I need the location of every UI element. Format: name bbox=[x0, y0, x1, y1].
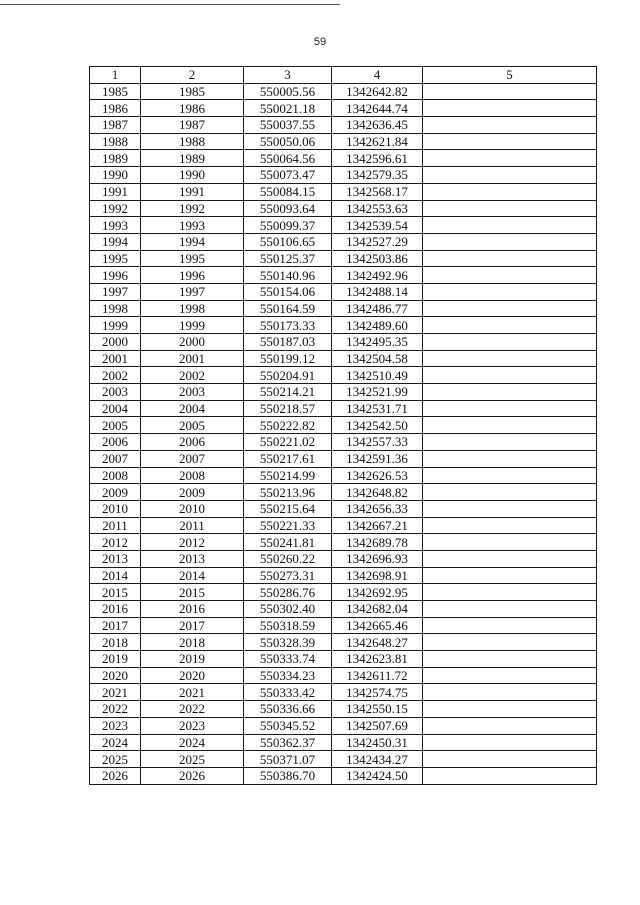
note-cell bbox=[423, 317, 597, 334]
y-coordinate-cell: 1342495.35 bbox=[332, 334, 423, 351]
y-coordinate-cell: 1342689.78 bbox=[332, 534, 423, 551]
point-number-cell: 2024 bbox=[90, 734, 141, 751]
point-number-cell: 2016 bbox=[90, 601, 141, 618]
x-coordinate-cell: 550021.18 bbox=[244, 100, 332, 117]
y-coordinate-cell: 1342623.81 bbox=[332, 651, 423, 668]
table-row bbox=[90, 233, 597, 250]
point-number-cell: 1991 bbox=[90, 183, 141, 200]
y-coordinate-cell: 1342503.86 bbox=[332, 250, 423, 267]
table-row bbox=[90, 183, 597, 200]
point-id-cell: 1989 bbox=[141, 150, 244, 167]
note-cell bbox=[423, 250, 597, 267]
note-cell bbox=[423, 601, 597, 618]
y-coordinate-cell: 1342488.14 bbox=[332, 283, 423, 300]
point-number-cell: 1989 bbox=[90, 150, 141, 167]
note-cell bbox=[423, 567, 597, 584]
y-coordinate-cell: 1342557.33 bbox=[332, 434, 423, 451]
note-cell bbox=[423, 651, 597, 668]
point-number-cell: 2019 bbox=[90, 651, 141, 668]
note-cell bbox=[423, 434, 597, 451]
y-coordinate-cell: 1342648.82 bbox=[332, 484, 423, 501]
point-id-cell: 2009 bbox=[141, 484, 244, 501]
table-row bbox=[90, 601, 597, 618]
x-coordinate-cell: 550222.82 bbox=[244, 417, 332, 434]
note-cell bbox=[423, 634, 597, 651]
point-id-cell: 1993 bbox=[141, 217, 244, 234]
column-header-1: 1 bbox=[90, 67, 141, 84]
column-header-5: 5 bbox=[423, 67, 597, 84]
point-number-cell: 2007 bbox=[90, 450, 141, 467]
x-coordinate-cell: 550037.55 bbox=[244, 117, 332, 134]
x-coordinate-cell: 550064.56 bbox=[244, 150, 332, 167]
x-coordinate-cell: 550213.96 bbox=[244, 484, 332, 501]
point-id-cell: 2019 bbox=[141, 651, 244, 668]
header-row bbox=[90, 67, 597, 84]
y-coordinate-cell: 1342626.53 bbox=[332, 467, 423, 484]
point-number-cell: 2003 bbox=[90, 384, 141, 401]
point-number-cell: 1988 bbox=[90, 133, 141, 150]
y-coordinate-cell: 1342550.15 bbox=[332, 701, 423, 718]
top-rule bbox=[0, 4, 340, 5]
table-row bbox=[90, 367, 597, 384]
x-coordinate-cell: 550005.56 bbox=[244, 83, 332, 100]
y-coordinate-cell: 1342553.63 bbox=[332, 200, 423, 217]
table-row bbox=[90, 133, 597, 150]
point-id-cell: 2011 bbox=[141, 517, 244, 534]
note-cell bbox=[423, 550, 597, 567]
table-row bbox=[90, 717, 597, 734]
point-id-cell: 2014 bbox=[141, 567, 244, 584]
x-coordinate-cell: 550106.65 bbox=[244, 233, 332, 250]
x-coordinate-cell: 550073.47 bbox=[244, 167, 332, 184]
x-coordinate-cell: 550140.96 bbox=[244, 267, 332, 284]
table-row bbox=[90, 500, 597, 517]
point-number-cell: 2001 bbox=[90, 350, 141, 367]
point-id-cell: 2026 bbox=[141, 767, 244, 784]
y-coordinate-cell: 1342692.95 bbox=[332, 584, 423, 601]
x-coordinate-cell: 550187.03 bbox=[244, 334, 332, 351]
table-row bbox=[90, 300, 597, 317]
y-coordinate-cell: 1342682.04 bbox=[332, 601, 423, 618]
note-cell bbox=[423, 767, 597, 784]
point-id-cell: 2008 bbox=[141, 467, 244, 484]
note-cell bbox=[423, 734, 597, 751]
y-coordinate-cell: 1342510.49 bbox=[332, 367, 423, 384]
point-number-cell: 1998 bbox=[90, 300, 141, 317]
point-id-cell: 1991 bbox=[141, 183, 244, 200]
x-coordinate-cell: 550386.70 bbox=[244, 767, 332, 784]
y-coordinate-cell: 1342656.33 bbox=[332, 500, 423, 517]
note-cell bbox=[423, 267, 597, 284]
table-row bbox=[90, 217, 597, 234]
point-id-cell: 2000 bbox=[141, 334, 244, 351]
point-id-cell: 2013 bbox=[141, 550, 244, 567]
y-coordinate-cell: 1342642.82 bbox=[332, 83, 423, 100]
point-number-cell: 2000 bbox=[90, 334, 141, 351]
x-coordinate-cell: 550084.15 bbox=[244, 183, 332, 200]
point-number-cell: 1999 bbox=[90, 317, 141, 334]
table-row bbox=[90, 450, 597, 467]
point-id-cell: 2010 bbox=[141, 500, 244, 517]
note-cell bbox=[423, 83, 597, 100]
table-row bbox=[90, 567, 597, 584]
point-id-cell: 2022 bbox=[141, 701, 244, 718]
table-row bbox=[90, 617, 597, 634]
note-cell bbox=[423, 217, 597, 234]
point-id-cell: 2006 bbox=[141, 434, 244, 451]
point-id-cell: 2023 bbox=[141, 717, 244, 734]
table-row bbox=[90, 334, 597, 351]
column-header-2: 2 bbox=[141, 67, 244, 84]
note-cell bbox=[423, 450, 597, 467]
point-number-cell: 1990 bbox=[90, 167, 141, 184]
x-coordinate-cell: 550050.06 bbox=[244, 133, 332, 150]
point-id-cell: 2005 bbox=[141, 417, 244, 434]
table-row bbox=[90, 484, 597, 501]
point-id-cell: 2017 bbox=[141, 617, 244, 634]
point-id-cell: 1992 bbox=[141, 200, 244, 217]
y-coordinate-cell: 1342507.69 bbox=[332, 717, 423, 734]
y-coordinate-cell: 1342489.60 bbox=[332, 317, 423, 334]
note-cell bbox=[423, 701, 597, 718]
point-id-cell: 1999 bbox=[141, 317, 244, 334]
table-row bbox=[90, 283, 597, 300]
point-number-cell: 2020 bbox=[90, 667, 141, 684]
point-id-cell: 2003 bbox=[141, 384, 244, 401]
x-coordinate-cell: 550345.52 bbox=[244, 717, 332, 734]
point-id-cell: 2020 bbox=[141, 667, 244, 684]
y-coordinate-cell: 1342579.35 bbox=[332, 167, 423, 184]
x-coordinate-cell: 550214.21 bbox=[244, 384, 332, 401]
y-coordinate-cell: 1342698.91 bbox=[332, 567, 423, 584]
page-number: 59 bbox=[313, 36, 327, 48]
table-row bbox=[90, 150, 597, 167]
y-coordinate-cell: 1342574.75 bbox=[332, 684, 423, 701]
y-coordinate-cell: 1342424.50 bbox=[332, 767, 423, 784]
table-row bbox=[90, 317, 597, 334]
y-coordinate-cell: 1342644.74 bbox=[332, 100, 423, 117]
x-coordinate-cell: 550333.42 bbox=[244, 684, 332, 701]
point-id-cell: 2015 bbox=[141, 584, 244, 601]
table-row bbox=[90, 400, 597, 417]
column-header-3: 3 bbox=[244, 67, 332, 84]
coordinates-table bbox=[89, 66, 597, 785]
point-id-cell: 2021 bbox=[141, 684, 244, 701]
table-row bbox=[90, 100, 597, 117]
table-row bbox=[90, 250, 597, 267]
point-number-cell: 2022 bbox=[90, 701, 141, 718]
y-coordinate-cell: 1342504.58 bbox=[332, 350, 423, 367]
point-id-cell: 2025 bbox=[141, 751, 244, 768]
point-number-cell: 2008 bbox=[90, 467, 141, 484]
point-id-cell: 2012 bbox=[141, 534, 244, 551]
note-cell bbox=[423, 684, 597, 701]
table-row bbox=[90, 117, 597, 134]
note-cell bbox=[423, 667, 597, 684]
point-id-cell: 1987 bbox=[141, 117, 244, 134]
point-id-cell: 1996 bbox=[141, 267, 244, 284]
y-coordinate-cell: 1342527.29 bbox=[332, 233, 423, 250]
table-row bbox=[90, 517, 597, 534]
y-coordinate-cell: 1342542.50 bbox=[332, 417, 423, 434]
note-cell bbox=[423, 283, 597, 300]
x-coordinate-cell: 550371.07 bbox=[244, 751, 332, 768]
point-id-cell: 1995 bbox=[141, 250, 244, 267]
y-coordinate-cell: 1342539.54 bbox=[332, 217, 423, 234]
point-number-cell: 1987 bbox=[90, 117, 141, 134]
point-number-cell: 2018 bbox=[90, 634, 141, 651]
point-id-cell: 1990 bbox=[141, 167, 244, 184]
point-number-cell: 2026 bbox=[90, 767, 141, 784]
y-coordinate-cell: 1342591.36 bbox=[332, 450, 423, 467]
note-cell bbox=[423, 500, 597, 517]
column-header-4: 4 bbox=[332, 67, 423, 84]
table-row bbox=[90, 417, 597, 434]
note-cell bbox=[423, 467, 597, 484]
note-cell bbox=[423, 183, 597, 200]
point-number-cell: 2002 bbox=[90, 367, 141, 384]
point-number-cell: 2023 bbox=[90, 717, 141, 734]
table-row bbox=[90, 467, 597, 484]
table-row bbox=[90, 584, 597, 601]
point-number-cell: 2011 bbox=[90, 517, 141, 534]
y-coordinate-cell: 1342621.84 bbox=[332, 133, 423, 150]
x-coordinate-cell: 550302.40 bbox=[244, 601, 332, 618]
x-coordinate-cell: 550241.81 bbox=[244, 534, 332, 551]
x-coordinate-cell: 550214.99 bbox=[244, 467, 332, 484]
point-number-cell: 2005 bbox=[90, 417, 141, 434]
note-cell bbox=[423, 417, 597, 434]
y-coordinate-cell: 1342521.99 bbox=[332, 384, 423, 401]
note-cell bbox=[423, 384, 597, 401]
note-cell bbox=[423, 751, 597, 768]
table-row bbox=[90, 434, 597, 451]
note-cell bbox=[423, 150, 597, 167]
note-cell bbox=[423, 200, 597, 217]
point-id-cell: 2024 bbox=[141, 734, 244, 751]
y-coordinate-cell: 1342696.93 bbox=[332, 550, 423, 567]
point-number-cell: 1995 bbox=[90, 250, 141, 267]
note-cell bbox=[423, 534, 597, 551]
y-coordinate-cell: 1342611.72 bbox=[332, 667, 423, 684]
x-coordinate-cell: 550221.33 bbox=[244, 517, 332, 534]
point-id-cell: 1998 bbox=[141, 300, 244, 317]
point-number-cell: 2013 bbox=[90, 550, 141, 567]
y-coordinate-cell: 1342667.21 bbox=[332, 517, 423, 534]
table-row bbox=[90, 167, 597, 184]
y-coordinate-cell: 1342665.46 bbox=[332, 617, 423, 634]
note-cell bbox=[423, 167, 597, 184]
table-row bbox=[90, 384, 597, 401]
x-coordinate-cell: 550260.22 bbox=[244, 550, 332, 567]
note-cell bbox=[423, 300, 597, 317]
table-row bbox=[90, 734, 597, 751]
point-number-cell: 1997 bbox=[90, 283, 141, 300]
point-number-cell: 2004 bbox=[90, 400, 141, 417]
point-number-cell: 1992 bbox=[90, 200, 141, 217]
point-id-cell: 2002 bbox=[141, 367, 244, 384]
table-row bbox=[90, 684, 597, 701]
table-row bbox=[90, 200, 597, 217]
point-number-cell: 2006 bbox=[90, 434, 141, 451]
note-cell bbox=[423, 334, 597, 351]
x-coordinate-cell: 550204.91 bbox=[244, 367, 332, 384]
point-id-cell: 1997 bbox=[141, 283, 244, 300]
point-id-cell: 2007 bbox=[141, 450, 244, 467]
note-cell bbox=[423, 350, 597, 367]
note-cell bbox=[423, 717, 597, 734]
table-row bbox=[90, 751, 597, 768]
y-coordinate-cell: 1342648.27 bbox=[332, 634, 423, 651]
note-cell bbox=[423, 117, 597, 134]
x-coordinate-cell: 550362.37 bbox=[244, 734, 332, 751]
y-coordinate-cell: 1342531.71 bbox=[332, 400, 423, 417]
note-cell bbox=[423, 233, 597, 250]
x-coordinate-cell: 550125.37 bbox=[244, 250, 332, 267]
point-number-cell: 2012 bbox=[90, 534, 141, 551]
point-number-cell: 2021 bbox=[90, 684, 141, 701]
x-coordinate-cell: 550333.74 bbox=[244, 651, 332, 668]
point-id-cell: 2016 bbox=[141, 601, 244, 618]
x-coordinate-cell: 550273.31 bbox=[244, 567, 332, 584]
point-number-cell: 2015 bbox=[90, 584, 141, 601]
point-id-cell: 1985 bbox=[141, 83, 244, 100]
note-cell bbox=[423, 517, 597, 534]
x-coordinate-cell: 550164.59 bbox=[244, 300, 332, 317]
note-cell bbox=[423, 367, 597, 384]
y-coordinate-cell: 1342486.77 bbox=[332, 300, 423, 317]
point-id-cell: 1986 bbox=[141, 100, 244, 117]
table-row bbox=[90, 634, 597, 651]
point-number-cell: 1993 bbox=[90, 217, 141, 234]
x-coordinate-cell: 550093.64 bbox=[244, 200, 332, 217]
note-cell bbox=[423, 400, 597, 417]
point-id-cell: 1994 bbox=[141, 233, 244, 250]
x-coordinate-cell: 550318.59 bbox=[244, 617, 332, 634]
point-id-cell: 2001 bbox=[141, 350, 244, 367]
y-coordinate-cell: 1342596.61 bbox=[332, 150, 423, 167]
table-row bbox=[90, 550, 597, 567]
point-number-cell: 2014 bbox=[90, 567, 141, 584]
point-number-cell: 2010 bbox=[90, 500, 141, 517]
note-cell bbox=[423, 100, 597, 117]
x-coordinate-cell: 550199.12 bbox=[244, 350, 332, 367]
x-coordinate-cell: 550215.64 bbox=[244, 500, 332, 517]
table-row bbox=[90, 767, 597, 784]
x-coordinate-cell: 550336.66 bbox=[244, 701, 332, 718]
note-cell bbox=[423, 584, 597, 601]
point-number-cell: 1994 bbox=[90, 233, 141, 250]
x-coordinate-cell: 550217.61 bbox=[244, 450, 332, 467]
y-coordinate-cell: 1342568.17 bbox=[332, 183, 423, 200]
point-number-cell: 2017 bbox=[90, 617, 141, 634]
x-coordinate-cell: 550154.06 bbox=[244, 283, 332, 300]
x-coordinate-cell: 550218.57 bbox=[244, 400, 332, 417]
table-row bbox=[90, 267, 597, 284]
note-cell bbox=[423, 617, 597, 634]
table-row bbox=[90, 350, 597, 367]
y-coordinate-cell: 1342636.45 bbox=[332, 117, 423, 134]
x-coordinate-cell: 550221.02 bbox=[244, 434, 332, 451]
y-coordinate-cell: 1342434.27 bbox=[332, 751, 423, 768]
table-body bbox=[90, 83, 597, 784]
x-coordinate-cell: 550099.37 bbox=[244, 217, 332, 234]
y-coordinate-cell: 1342450.31 bbox=[332, 734, 423, 751]
point-id-cell: 1988 bbox=[141, 133, 244, 150]
y-coordinate-cell: 1342492.96 bbox=[332, 267, 423, 284]
point-number-cell: 2009 bbox=[90, 484, 141, 501]
table-row bbox=[90, 667, 597, 684]
point-number-cell: 2025 bbox=[90, 751, 141, 768]
table-row bbox=[90, 651, 597, 668]
note-cell bbox=[423, 484, 597, 501]
x-coordinate-cell: 550286.76 bbox=[244, 584, 332, 601]
point-id-cell: 2004 bbox=[141, 400, 244, 417]
point-id-cell: 2018 bbox=[141, 634, 244, 651]
x-coordinate-cell: 550334.23 bbox=[244, 667, 332, 684]
point-number-cell: 1985 bbox=[90, 83, 141, 100]
table-row bbox=[90, 701, 597, 718]
point-number-cell: 1996 bbox=[90, 267, 141, 284]
table-row bbox=[90, 83, 597, 100]
note-cell bbox=[423, 133, 597, 150]
point-number-cell: 1986 bbox=[90, 100, 141, 117]
table-row bbox=[90, 534, 597, 551]
x-coordinate-cell: 550328.39 bbox=[244, 634, 332, 651]
x-coordinate-cell: 550173.33 bbox=[244, 317, 332, 334]
